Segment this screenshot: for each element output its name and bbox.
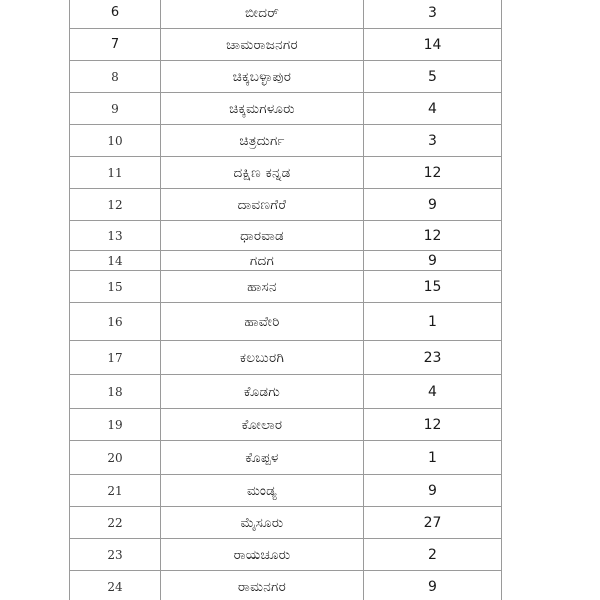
district-name: ಗದಗ: [161, 251, 364, 271]
table-row: [70, 571, 502, 600]
district-count: 3: [364, 125, 502, 157]
table-row: [70, 0, 502, 29]
district-name: ಬೀದರ್: [161, 0, 364, 29]
district-name: ಚಿಕ್ಕಮಗಳೂರು: [161, 93, 364, 125]
row-number: 19: [70, 409, 161, 441]
district-name: ಚಿತ್ರದುರ್ಗ: [161, 125, 364, 157]
row-number: 14: [70, 251, 161, 271]
district-name: ದಕ್ಷಿಣ ಕನ್ನಡ: [161, 157, 364, 189]
district-name: ಚಿಕ್ಕಬಳ್ಳಾಪುರ: [161, 61, 364, 93]
table-row: [70, 93, 502, 125]
district-count: 14: [364, 29, 502, 61]
table-row: [70, 221, 502, 251]
table-row: [70, 251, 502, 271]
district-count: 9: [364, 475, 502, 507]
district-count: 2: [364, 539, 502, 571]
table-row: [70, 61, 502, 93]
district-name: ರಾಮನಗರ: [161, 571, 364, 600]
row-number: 22: [70, 507, 161, 539]
table-row: [70, 189, 502, 221]
row-number: 6: [70, 0, 161, 29]
table-row: [70, 157, 502, 189]
district-name: ರಾಯಚೂರು: [161, 539, 364, 571]
row-number: 21: [70, 475, 161, 507]
table-row: [70, 29, 502, 61]
district-count: 9: [364, 251, 502, 271]
table-row: [70, 539, 502, 571]
district-count: 27: [364, 507, 502, 539]
district-count: 12: [364, 409, 502, 441]
district-name: ಕೊಪ್ಪಳ: [161, 441, 364, 475]
row-number: 7: [70, 29, 161, 61]
district-count: 9: [364, 189, 502, 221]
district-name: ಚಾಮರಾಜನಗರ: [161, 29, 364, 61]
table-row: [70, 441, 502, 475]
table-row: [70, 341, 502, 375]
row-number: 16: [70, 303, 161, 341]
district-name: ಕೋಲಾರ: [161, 409, 364, 441]
row-number: 20: [70, 441, 161, 475]
table-row: [70, 507, 502, 539]
row-number: 13: [70, 221, 161, 251]
row-number: 11: [70, 157, 161, 189]
table-row: [70, 271, 502, 303]
row-number: 9: [70, 93, 161, 125]
district-name: ಧಾರವಾಡ: [161, 221, 364, 251]
district-count: 4: [364, 93, 502, 125]
table-row: [70, 303, 502, 341]
district-count: 1: [364, 303, 502, 341]
district-count: 12: [364, 221, 502, 251]
district-name: ಮಂಡ್ಯ: [161, 475, 364, 507]
district-name: ಹಾವೇರಿ: [161, 303, 364, 341]
row-number: 10: [70, 125, 161, 157]
row-number: 12: [70, 189, 161, 221]
row-number: 18: [70, 375, 161, 409]
row-number: 17: [70, 341, 161, 375]
row-number: 8: [70, 61, 161, 93]
district-count: 1: [364, 441, 502, 475]
district-count: 12: [364, 157, 502, 189]
table-row: [70, 475, 502, 507]
district-name: ಕೊಡಗು: [161, 375, 364, 409]
district-count: 5: [364, 61, 502, 93]
row-number: 24: [70, 571, 161, 600]
district-table: [69, 0, 502, 600]
row-number: 15: [70, 271, 161, 303]
district-name: ಕಲಬುರಗಿ: [161, 341, 364, 375]
table-row: [70, 375, 502, 409]
district-count: 3: [364, 0, 502, 29]
district-name: ದಾವಣಗೆರೆ: [161, 189, 364, 221]
table-row: [70, 125, 502, 157]
district-name: ಮೈಸೂರು: [161, 507, 364, 539]
district-count: 15: [364, 271, 502, 303]
district-count: 9: [364, 571, 502, 600]
district-count: 23: [364, 341, 502, 375]
row-number: 23: [70, 539, 161, 571]
district-name: ಹಾಸನ: [161, 271, 364, 303]
district-count: 4: [364, 375, 502, 409]
table-row: [70, 409, 502, 441]
